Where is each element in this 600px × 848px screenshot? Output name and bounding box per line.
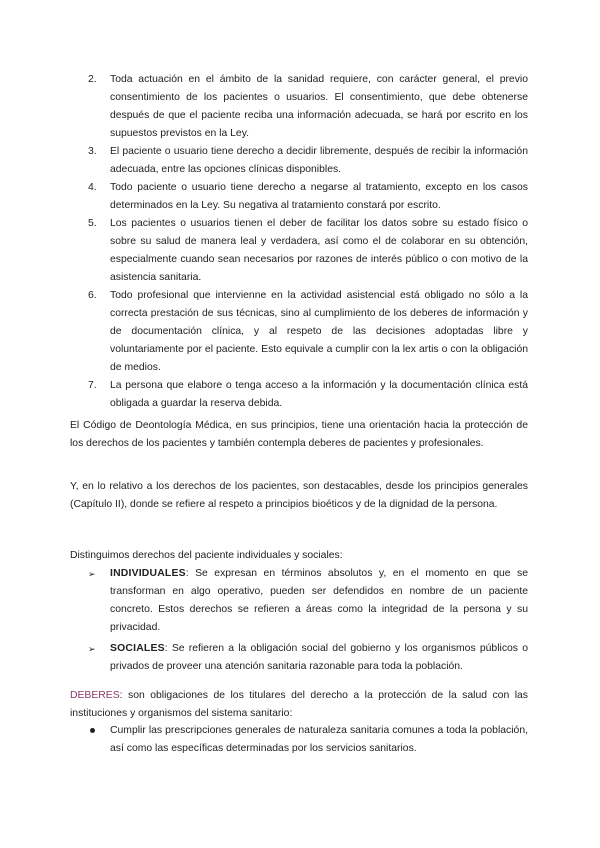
arrow-bullet-icon: ➢: [88, 644, 96, 654]
item-number: 4.: [88, 182, 97, 193]
deberes-text: : son obligaciones de los titulares del derecho a la protección de la salud con las instituciones y organismos del sistema sanitario:: [70, 690, 528, 719]
bullet-list: [88, 722, 528, 758]
list-item: [88, 287, 528, 377]
list-item: [88, 722, 528, 758]
term-label: SOCIALES: [110, 643, 165, 654]
item-number: 3.: [88, 146, 97, 157]
list-item: [88, 640, 528, 676]
list-item: [88, 179, 528, 215]
term-definition: : Se refieren a la obligación social del gobierno y los organismos públicos o privados de proveer una atención sanitaria razonable para toda la población.: [110, 643, 528, 672]
list-item: [88, 565, 528, 637]
arrow-bullet-icon: ➢: [88, 569, 96, 579]
paragraph-derechos-relativo: Y, en lo relativo a los derechos de los pacientes, son destacables, desde los principios generales (Capítulo II), donde se refiere al respeto a principios bioéticos y de la dignidad de la persona.: [70, 481, 528, 510]
item-text: Todo profesional que intervienne en la actividad asistencial está obligado no sólo a la correcta prestación de sus técnicas, sino al cumplimiento de los deberes de información y de documentación clínica, y al respeto de las decisiones adoptadas libre y voluntariamente por el paciente. Esto equivale a cumplir con la lex artis o con la obligación de medios.: [110, 290, 528, 373]
item-number: 2.: [88, 74, 97, 85]
bullet-icon: [90, 728, 95, 733]
list-item: [88, 71, 528, 143]
item-text: La persona que elabore o tenga acceso a la información y la documentación clínica está obligada a guardar la reserva debida.: [110, 380, 528, 409]
deberes-label: DEBERES: [70, 690, 120, 701]
item-text: Los pacientes o usuarios tienen el deber de facilitar los datos sobre su estado físico o sobre su salud de manera leal y verdadera, así como el de colaborar en su obtención, especialmente cuando sean necesarios por razones de interés público o con motivo de la asistencia sanitaria.: [110, 218, 528, 283]
item-text: Todo paciente o usuario tiene derecho a negarse al tratamiento, excepto en los casos determinados en la Ley. Su negativa al tratamiento constará por escrito.: [110, 182, 528, 211]
term-definition: : Se expresan en términos absolutos y, en el momento en que se transforman en algo operativo, pueden ser defendidos en nombre de un paciente concreto. Estos derechos se refieren a áreas como la integridad de la persona y su privacidad.: [110, 568, 528, 633]
list-item: [88, 377, 528, 413]
numbered-list: [88, 71, 528, 413]
item-number: 6.: [88, 290, 97, 301]
list-item: [88, 215, 528, 287]
rights-list: [88, 565, 528, 679]
paragraph-distinguimos: Distinguimos derechos del paciente individuales y sociales:: [70, 550, 343, 561]
item-number: 7.: [88, 380, 97, 391]
term-label: INDIVIDUALES: [110, 568, 186, 579]
item-text: El paciente o usuario tiene derecho a decidir libremente, después de recibir la información adecuada, entre las opciones clínicas disponibles.: [110, 146, 528, 175]
paragraph-deberes: [70, 687, 528, 723]
item-text: Cumplir las prescripciones generales de naturaleza sanitaria comunes a toda la población, así como las específicas determinadas por los servicios sanitarios.: [110, 725, 528, 754]
item-text: Toda actuación en el ámbito de la sanidad requiere, con carácter general, el previo consentimiento de los pacientes o usuarios. El consentimiento, que debe obtenerse después de que el paciente reciba una información adecuada, se hará por escrito en los supuestos previstos en la Ley.: [110, 74, 528, 139]
item-number: 5.: [88, 218, 97, 229]
list-item: [88, 143, 528, 179]
paragraph-codigo-deontologia: El Código de Deontología Médica, en sus principios, tiene una orientación hacia la protección de los derechos de los pacientes y también contempla deberes de pacientes y profesionales.: [70, 420, 528, 449]
